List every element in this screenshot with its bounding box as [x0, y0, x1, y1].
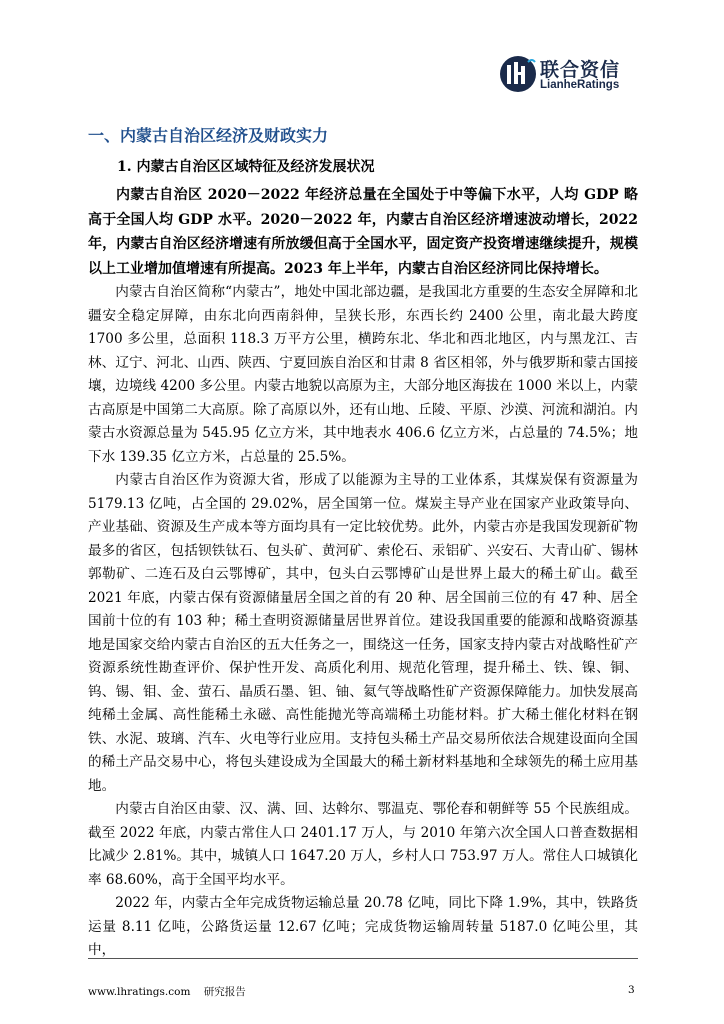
transport-paragraph: 2022 年，内蒙古全年完成货物运输总量 20.78 亿吨，同比下降 1.9%，其中，铁路货运量 8.11 亿吨，公路货运量 12.67 亿吨；完成货物运输周转量 5187.0 亿吨公里，其中， [88, 895, 638, 958]
company-logo [498, 52, 638, 98]
footer-report-type: 研究报告 [203, 986, 246, 998]
page-number: 3 [628, 984, 635, 996]
geography-paragraph: 内蒙古自治区简称“内蒙古”，地处中国北部边疆，是我国北方重要的生态安全屏障和北疆安全稳定屏障，由东北向西南斜伸，呈狭长形，东西长约 2400 公里，南北最大跨度 1700 多公里，总面积 118.3 万平方公里，横跨东北、华北和西北地区，内与黑龙江、吉林、辽宁、河北、山西、陕西、宁夏回族自治区和甘肃 8 省区相邻，外与俄罗斯和蒙古国接壤，边境线 4200 多公里。内蒙古地貌以高原为主，大部分地区海拔在 1000 米以上，内蒙古高原是中国第二大高原。除了高原以外，还有山地、丘陵、平原、沙漠、河流和湖泊。内蒙古水资源总量为 545.95 亿立方米，其中地表水 406.6 亿立方米，占总量的 74.5%；地下水 139.35 亿立方米，占总量的 25.5%。 [88, 284, 638, 465]
lianhe-logo-icon [498, 54, 538, 94]
footer-website: www.lhratings.com [88, 986, 191, 998]
section-heading: 一、内蒙古自治区经济及财政实力 [88, 126, 329, 145]
summary-paragraph: 内蒙古自治区 2020－2022 年经济总量在全国处于中等偏下水平，人均 GDP 略高于全国人均 GDP 水平。2020－2022 年，内蒙古自治区经济增速波动增长，2022 年，内蒙古自治区经济增速有所放缓但高于全国水平，固定资产投资增速继续提升，规模以上工业增加值增速有所提高。2023 年上半年，内蒙古自治区经济同比保持增长。 [88, 187, 638, 277]
logo-english-name: LianheRatings [540, 79, 620, 91]
logo-chinese-name: 联合资信 [540, 59, 621, 81]
subsection-heading: 1. 内蒙古自治区区域特征及经济发展状况 [117, 159, 375, 175]
body-text [88, 183, 638, 963]
footer [88, 984, 256, 999]
footer-divider [88, 958, 638, 959]
resources-paragraph: 内蒙古自治区作为资源大省，形成了以能源为主导的工业体系，其煤炭保有资源量为 5179.13 亿吨，占全国的 29.02%，居全国第一位。煤炭主导产业在国家产业政策导向、产业基础、资源及生产成本等方面均具有一定比较优势。此外，内蒙古亦是我国发现新矿物最多的省区，包括钡铁钛石、包头矿、黄河矿、索伦石、汞铝矿、兴安石、大青山矿、锡林郭勒矿、二连石及白云鄂博矿，其中，包头白云鄂博矿山是世界上最大的稀土矿山。截至 2021 年底，内蒙古保有资源储量居全国之首的有 20 种、居全国前三位的有 47 种、居全国前十位的有 103 种；稀土查明资源储量居世界首位。建设我国重要的能源和战略资源基地是国家交给内蒙古自治区的五大任务之一，围绕这一任务，国家支持内蒙古对战略性矿产资源系统性勘查评价、保护性开发、高质化利用、规范化管理，提升稀土、铁、镍、铜、钨、锡、钼、金、萤石、晶质石墨、钽、铀、氦气等战略性矿产资源保障能力。加快发展高纯稀土金属、高性能稀土永磁、高性能抛光等高端稀土功能材料。扩大稀土催化材料在钢铁、水泥、玻璃、汽车、火电等行业应用。支持包头稀土产品交易所依法合规建设面向全国的稀土产品交易中心，将包头建设成为全国最大的稀土新材料基地和全球领先的稀土应用基地。 [88, 472, 638, 794]
population-paragraph: 内蒙古自治区由蒙、汉、满、回、达斡尔、鄂温克、鄂伦春和朝鲜等 55 个民族组成。截至 2022 年底，内蒙古常住人口 2401.17 万人，与 2010 年第六次全国人口普查数据相比减少 2.81%。其中，城镇人口 1647.20 万人，乡村人口 753.97 万人。常住人口城镇化率 68.60%，高于全国平均水平。 [88, 801, 638, 888]
